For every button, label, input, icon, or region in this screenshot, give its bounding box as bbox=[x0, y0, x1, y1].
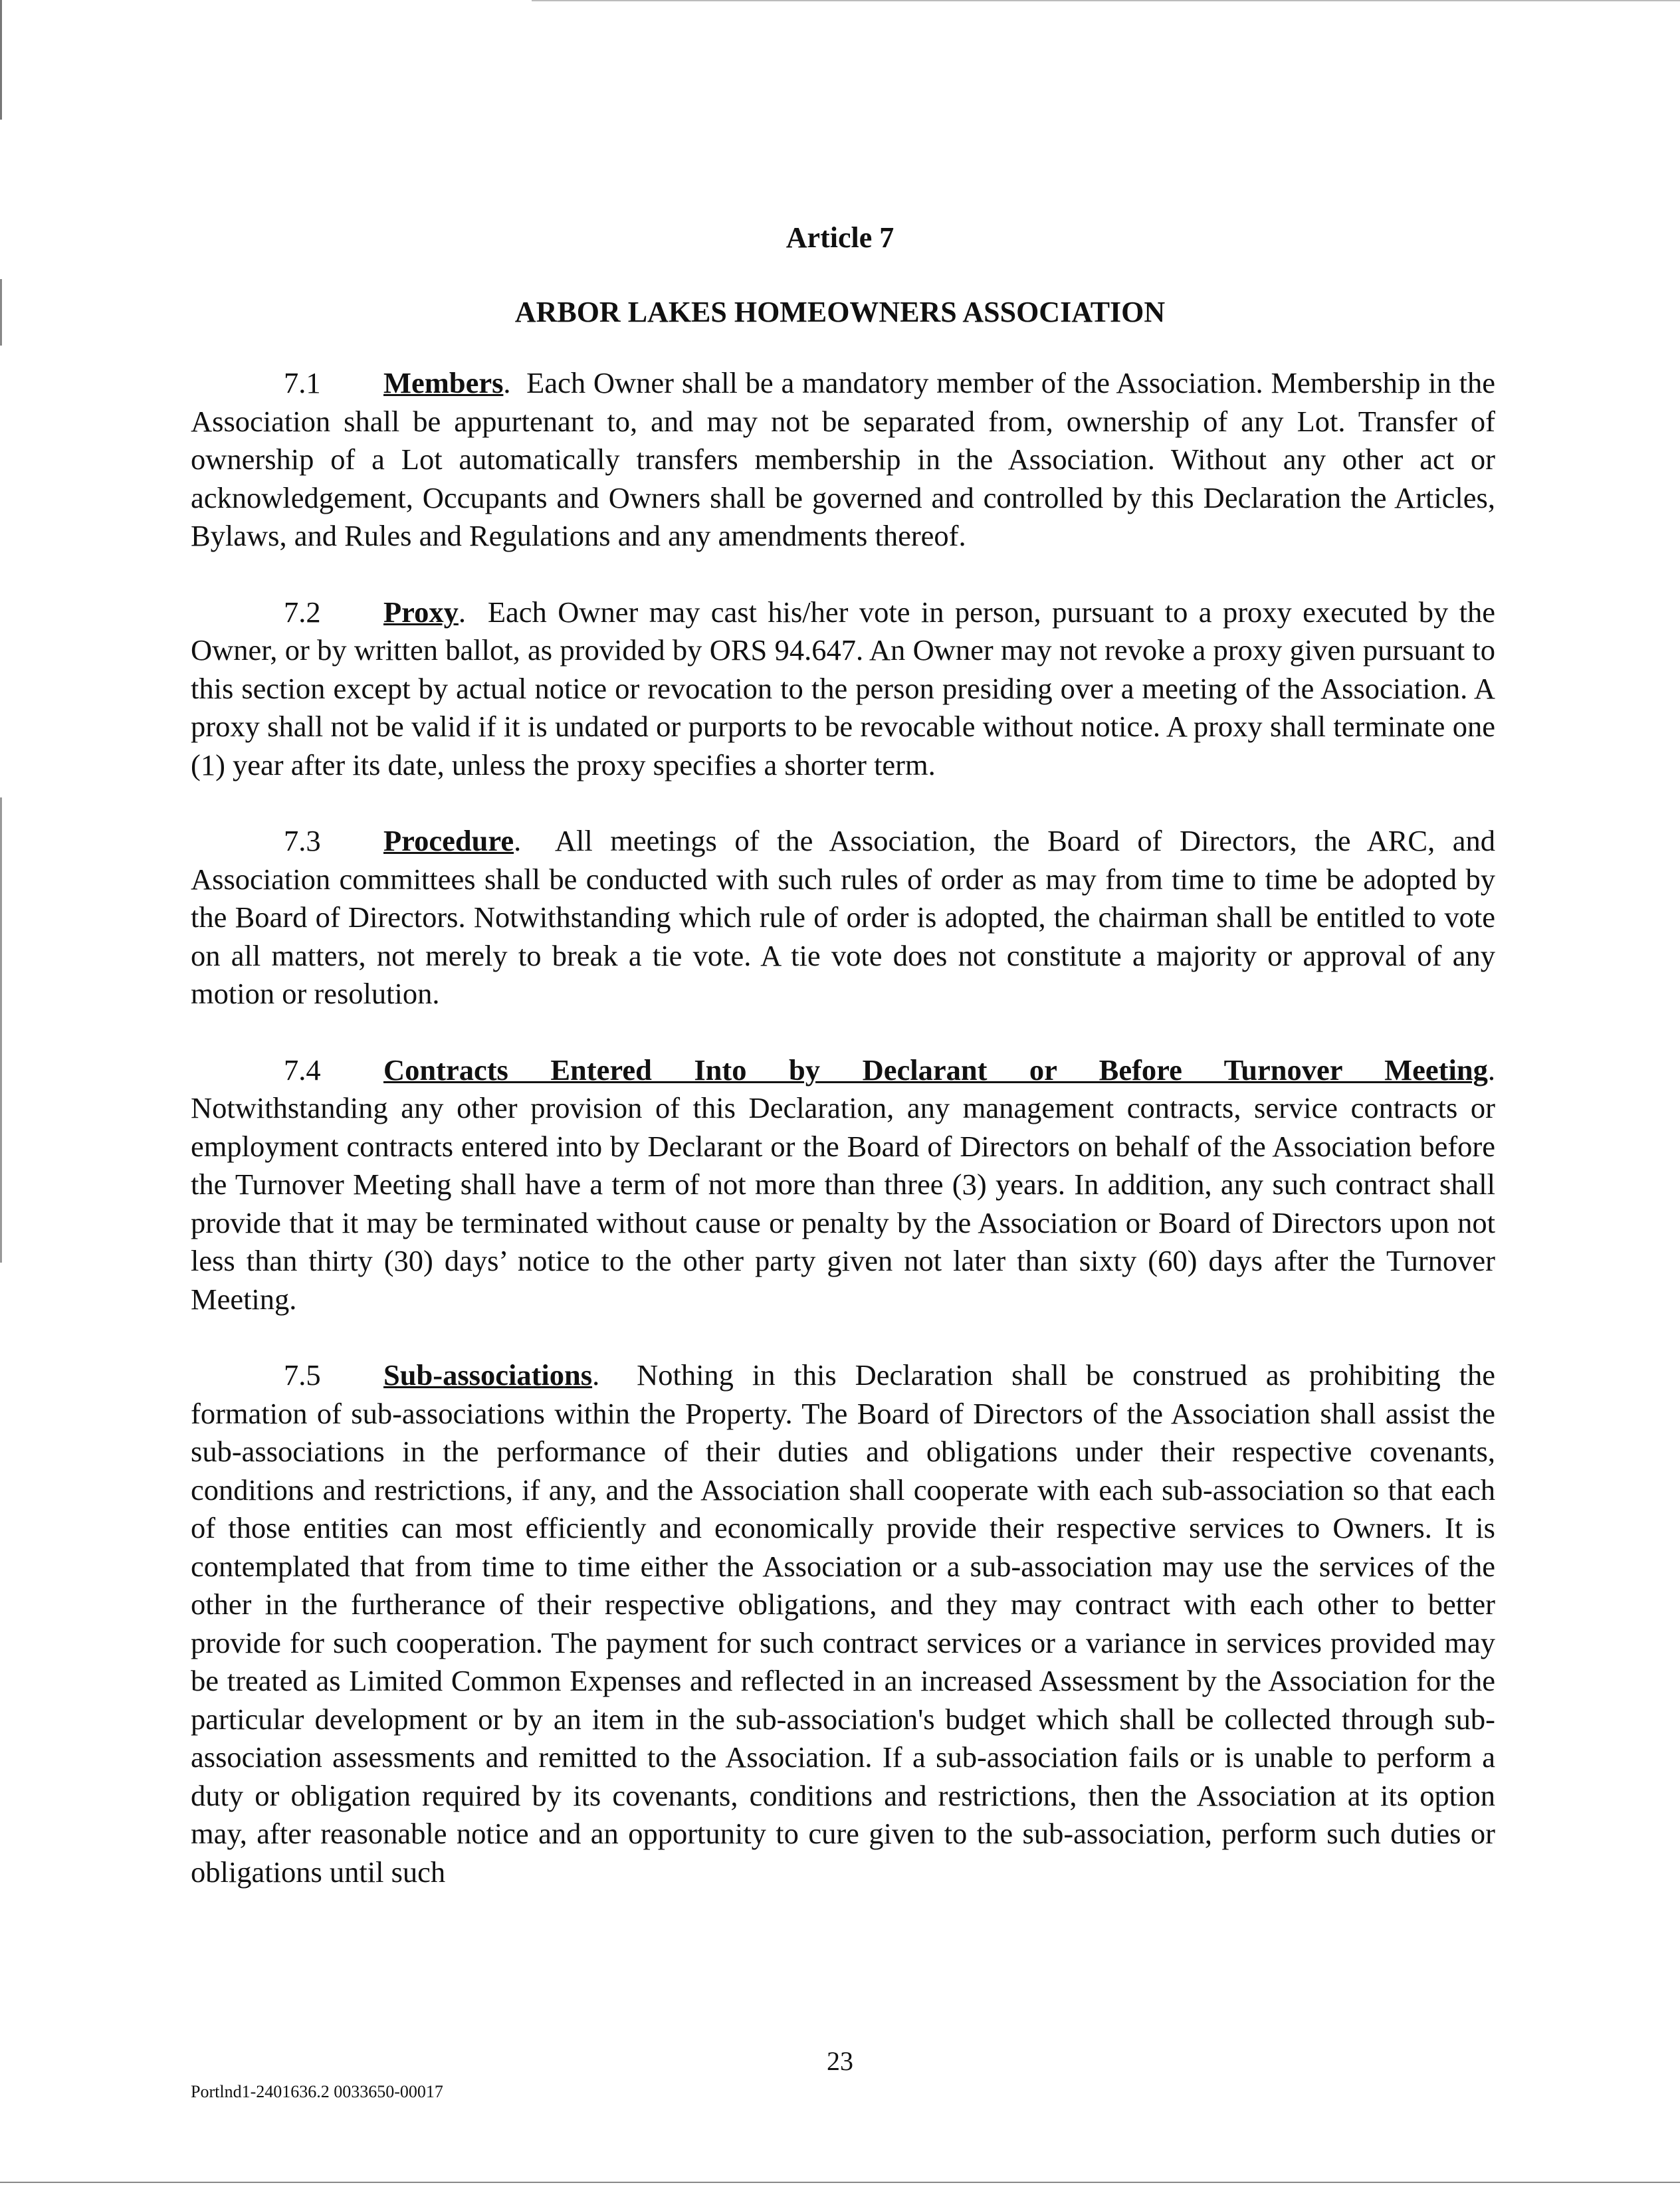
section-number: 7.3 bbox=[284, 824, 321, 857]
section-heading: Procedure bbox=[383, 824, 514, 857]
section-heading: Members bbox=[383, 366, 504, 399]
article-body bbox=[191, 364, 1495, 1891]
section-text: Nothing in this Declaration shall be construed as prohibiting the formation of sub-associations within the Property. The Board of Directors of the Association shall assist the sub-associations in the performance of their duties and obligations under their respective covenants, conditions and restrictions, if any, and the Association shall cooperate with each sub-association so that each of those entities can most efficiently and economically provide their respective services to Owners. It is contemplated that from time to time either the Association or a sub-association may use the services of the other in the furtherance of their respective obligations, and they may contract with each other to better provide for such cooperation. The payment for such contract services or a variance in services provided may be treated as Limited Common Expenses and reflected in an increased Assessment by the Association for the particular development or by an item in the sub-association's budget which shall be collected through sub-association assessments and remitted to the Association. If a sub-association fails or is unable to perform a duty or obligation required by its covenants, conditions and restrictions, then the Association at its option may, after reasonable notice and an opportunity to cure given to the sub-association, perform such duties or obligations until such bbox=[191, 1358, 1495, 1889]
section-7-5: 7.5 Sub-associations. Nothing in this Declaration shall be construed as prohibiting the formation of sub-associations within the Property. The Board of Directors of the Association shall assist the sub-associations in the performance of their duties and obligations under their respective covenants, conditions and restrictions, if any, and the Association shall cooperate with each sub-association so that each of those entities can most efficiently and economically provide their respective services to Owners. It is contemplated that from time to time either the Association or a sub-association may use the services of the other in the furtherance of their respective obligations, and they may contract with each other to better provide for such cooperation. The payment for such contract services or a variance in services provided may be treated as Limited Common Expenses and reflected in an increased Assessment by the Association for the particular development or by an item in the sub-association's budget which shall be collected through sub-association assessments and remitted to the Association. If a sub-association fails or is unable to perform a duty or obligation required by its covenants, conditions and restrictions, then the Association at its option may, after reasonable notice and an opportunity to cure given to the sub-association, perform such duties or obligations until such bbox=[191, 1356, 1495, 1891]
section-number: 7.1 bbox=[284, 366, 321, 399]
section-text: Each Owner may cast his/her vote in person, pursuant to a proxy executed by the Owner, or by written ballot, as provided by ORS 94.647. An Owner may not revoke a proxy given pursuant to this section except by actual notice or revocation to the person presiding over a meeting of the Association. A proxy shall not be valid if it is undated or purports to be revocable without notice. A proxy shall terminate one (1) year after its date, unless the proxy specifies a shorter term. bbox=[191, 595, 1495, 781]
article-title: Article 7 bbox=[786, 221, 894, 254]
section-heading: Contracts Entered Into by Declarant or Before Turnover Meeting bbox=[383, 1053, 1488, 1087]
document-id: Portlnd1-2401636.2 0033650-00017 bbox=[191, 2082, 443, 2101]
section-number: 7.2 bbox=[284, 595, 321, 629]
section-heading-line: 7.4 Contracts Entered Into by Declarant or Before Turnover Meeting . bbox=[191, 1051, 1495, 1090]
section-number: 7.4 bbox=[284, 1053, 321, 1087]
scan-edge-bottom bbox=[0, 2182, 1680, 2183]
section-heading: Proxy bbox=[383, 595, 459, 629]
section-7-2: 7.2 Proxy. Each Owner may cast his/her vote in person, pursuant to a proxy executed by the Owner, or by written ballot, as provided by ORS 94.647. An Owner may not revoke a proxy given pursuant to this section except by actual notice or revocation to the person presiding over a meeting of the Association. A proxy shall not be valid if it is undated or purports to be revocable without notice. A proxy shall terminate one (1) year after its date, unless the proxy specifies a shorter term. bbox=[191, 593, 1495, 785]
page-number: 23 bbox=[827, 2046, 853, 2076]
association-title: ARBOR LAKES HOMEOWNERS ASSOCIATION bbox=[514, 296, 1166, 328]
section-text: Notwithstanding any other provision of this Declaration, any management contracts, service contracts or employment contracts entered into by Declarant or the Board of Directors on behalf of the Association before the Turnover Meeting shall have a term of not more than three (3) years. In addition, any such contract shall provide that it may be terminated without cause or penalty by the Association or Board of Directors upon not less than thirty (30) days’ notice to the other party given not later than sixty (60) days after the Turnover Meeting. bbox=[191, 1091, 1495, 1316]
section-text: Each Owner shall be a mandatory member of the Association. Membership in the Association shall be appurtenant to, and may not be separated from, ownership of any Lot. Transfer of ownership of a Lot automatically transfers membership in the Association. Without any other act or acknowledgement, Occupants and Owners shall be governed and controlled by this Declaration the Articles, Bylaws, and Rules and Regulations and any amendments thereof. bbox=[191, 366, 1495, 552]
section-7-4 bbox=[191, 1051, 1495, 1319]
section-heading: Sub-associations bbox=[383, 1358, 593, 1392]
section-7-1: 7.1 Members. Each Owner shall be a mandatory member of the Association. Membership in the Association shall be appurtenant to, and may not be separated from, ownership of any Lot. Transfer of ownership of a Lot automatically transfers membership in the Association. Without any other act or acknowledgement, Occupants and Owners shall be governed and controlled by this Declaration the Articles, Bylaws, and Rules and Regulations and any amendments thereof. bbox=[191, 364, 1495, 556]
section-text: All meetings of the Association, the Board of Directors, the ARC, and Association committees shall be conducted with such rules of order as may from time to time be adopted by the Board of Directors. Notwithstanding which rule of order is adopted, the chairman shall be entitled to vote on all matters, not merely to break a tie vote. A tie vote does not constitute a majority or approval of any motion or resolution. bbox=[191, 824, 1495, 1010]
section-number: 7.5 bbox=[284, 1358, 321, 1392]
scan-edge-top bbox=[532, 0, 1680, 1]
section-7-3: 7.3 Procedure. All meetings of the Association, the Board of Directors, the ARC, and Association committees shall be conducted with such rules of order as may from time to time be adopted by the Board of Directors. Notwithstanding which rule of order is adopted, the chairman shall be entitled to vote on all matters, not merely to break a tie vote. A tie vote does not constitute a majority or approval of any motion or resolution. bbox=[191, 822, 1495, 1013]
